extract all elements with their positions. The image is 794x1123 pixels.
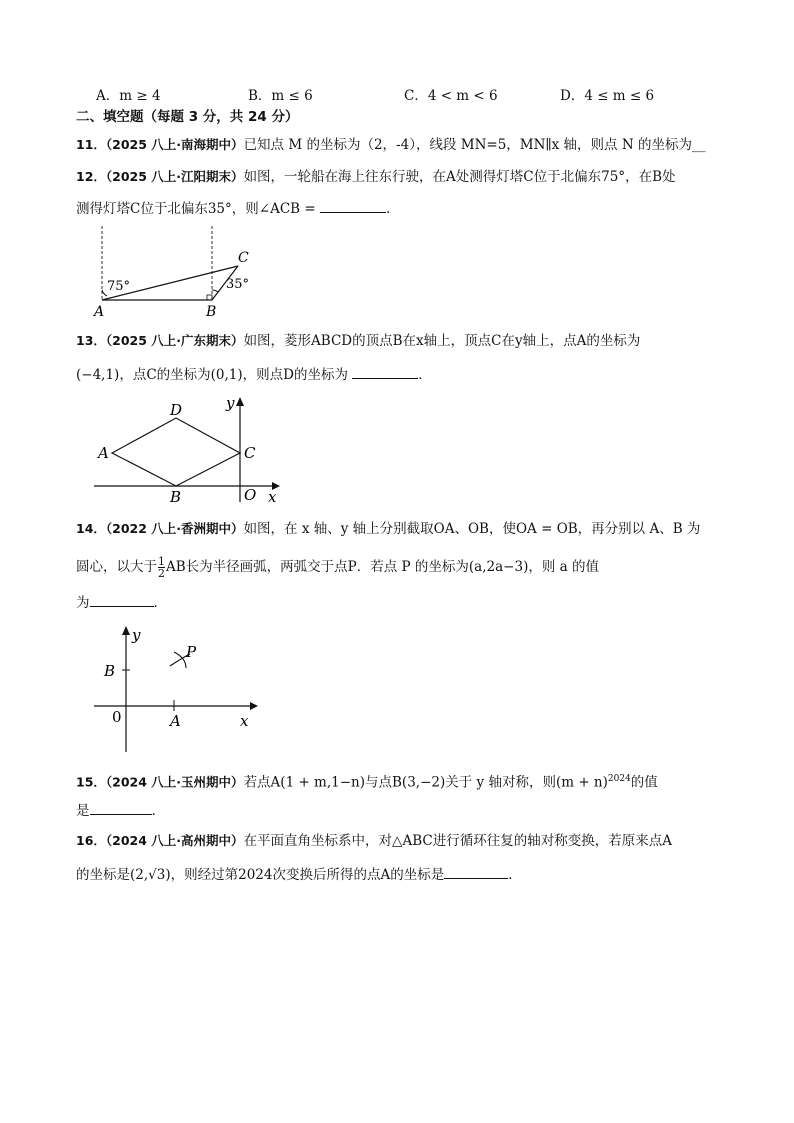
q14-number: 14． xyxy=(76,521,106,536)
y-axis-label: y xyxy=(226,394,235,412)
rhombus-abcd xyxy=(112,418,240,486)
q15-text2: 是 xyxy=(76,803,90,819)
q11-text: 已知点 M 的坐标为（2，-4），线段 MN=5，MN∥x 轴，则点 N 的坐标为__ xyxy=(243,137,706,153)
q12-figure xyxy=(90,224,270,320)
q13-answer-blank[interactable] xyxy=(352,364,418,379)
option-d: D．4 ≤ m ≤ 6 xyxy=(560,88,655,104)
q16-text1: 在平面直角坐标系中，对△ABC进行循环往复的轴对称变换，若原来点A xyxy=(243,833,672,849)
question-16-line2 xyxy=(76,864,522,884)
question-14-line2 xyxy=(76,556,599,579)
q14-text1: 如图，在 x 轴、y 轴上分别截取OA、OB，使OA = OB，再分别以 A、B 为 xyxy=(243,521,701,537)
point-label-p: P xyxy=(186,643,197,661)
q14-answer-blank[interactable] xyxy=(90,592,154,607)
option-c: C．4 < m < 6 xyxy=(404,88,498,104)
point-label-d: D xyxy=(170,401,183,419)
q15-text1a: 若点A(1 + m,1−n)与点B(3,−2)关于 y 轴对称，则(m + n) xyxy=(243,774,608,791)
question-11 xyxy=(76,136,705,154)
q11-source: （2025 八上·南海期中） xyxy=(105,137,244,152)
question-14-line1 xyxy=(76,520,700,538)
point-label-a: A xyxy=(94,304,105,320)
point-label-c: C xyxy=(238,250,249,266)
q12-text1: 如图，一轮船在海上往东行驶，在A处测得灯塔C位于北偏东75°，在B处 xyxy=(243,169,676,185)
angle-arc-b xyxy=(212,290,218,292)
y-axis-arrow xyxy=(236,397,244,406)
point-label-c: C xyxy=(244,444,256,462)
q13-figure xyxy=(90,392,290,506)
section-title: 二、填空题（每题 3 分，共 24 分） xyxy=(76,109,299,125)
q14-frac-num: 1 xyxy=(158,555,165,568)
angle-label-75: 75° xyxy=(107,279,131,294)
x-axis-arrow xyxy=(250,702,258,710)
question-13-line2 xyxy=(76,364,432,384)
q15-number: 15． xyxy=(76,774,106,790)
x-axis-label: x xyxy=(240,712,249,730)
q14-text2a: 圆心，以大于 xyxy=(76,559,157,575)
q14-fraction xyxy=(158,556,165,579)
q15-answer-blank[interactable] xyxy=(90,800,152,815)
question-12-line2 xyxy=(76,198,399,218)
q12-end: ． xyxy=(385,201,400,217)
question-13-line1 xyxy=(76,332,640,350)
question-12-line1 xyxy=(76,168,676,186)
origin-label: 0 xyxy=(112,708,122,726)
question-15-line1 xyxy=(76,770,658,792)
q14-figure xyxy=(90,622,270,756)
question-15-line2 xyxy=(76,800,165,820)
option-b: B．m ≤ 6 xyxy=(248,88,313,104)
x-axis-label: x xyxy=(268,488,277,506)
q12-source: （2025 八上·江阳期末） xyxy=(105,169,244,184)
point-label-b: B xyxy=(206,304,217,320)
y-axis-arrow xyxy=(122,626,130,635)
point-label-b: B xyxy=(170,488,182,506)
q13-text1: 如图，菱形ABCD的顶点B在x轴上，顶点C在y轴上，点A的坐标为 xyxy=(243,333,641,349)
q16-source: （2024 八上·高州期中） xyxy=(105,833,244,848)
option-a: A．m ≥ 4 xyxy=(96,88,161,104)
q13-text2: (−4,1)，点C的坐标为(0,1)，则点D的坐标为 xyxy=(76,367,348,383)
q11-number: 11． xyxy=(76,137,106,152)
point-label-a: A xyxy=(98,444,109,462)
q14-source: （2022 八上·香洲期中） xyxy=(105,521,244,536)
q16-answer-blank[interactable] xyxy=(444,864,508,879)
q15-end: ． xyxy=(151,803,165,819)
q12-text2: 测得灯塔C位于北偏东35°，则∠ACB = xyxy=(76,201,316,217)
q12-number: 12． xyxy=(76,169,106,184)
q14-end: ． xyxy=(153,595,167,611)
q13-number: 13． xyxy=(76,333,106,348)
q15-exponent: 2024 xyxy=(607,774,631,784)
origin-label: O xyxy=(244,486,257,504)
angle-label-35: 35° xyxy=(226,277,250,292)
q14-text2b: AB长为半径画弧，两弧交于点P．若点 P 的坐标为(a,2a−3)，则 a 的值 xyxy=(166,559,599,575)
point-label-a: A xyxy=(170,712,181,730)
q13-end: ． xyxy=(418,367,432,383)
point-label-b: B xyxy=(104,662,116,680)
right-angle-b xyxy=(207,295,212,300)
q14-frac-den: 2 xyxy=(158,567,165,580)
q14-text3: 为 xyxy=(76,595,90,611)
q12-answer-blank[interactable] xyxy=(320,198,386,213)
question-14-line3 xyxy=(76,592,167,612)
q15-text1b: 的值 xyxy=(630,774,658,791)
q16-end: ． xyxy=(508,867,522,883)
question-16-line1 xyxy=(76,832,672,850)
q15-source: （2024 八上·玉州期中） xyxy=(105,774,244,790)
q16-number: 16． xyxy=(76,833,106,848)
q13-source: （2025 八上·广东期末） xyxy=(105,333,244,348)
y-axis-label: y xyxy=(132,626,141,644)
q16-text2: 的坐标是(2,√3)，则经过第2024次变换后所得的点A的坐标是 xyxy=(76,867,445,883)
